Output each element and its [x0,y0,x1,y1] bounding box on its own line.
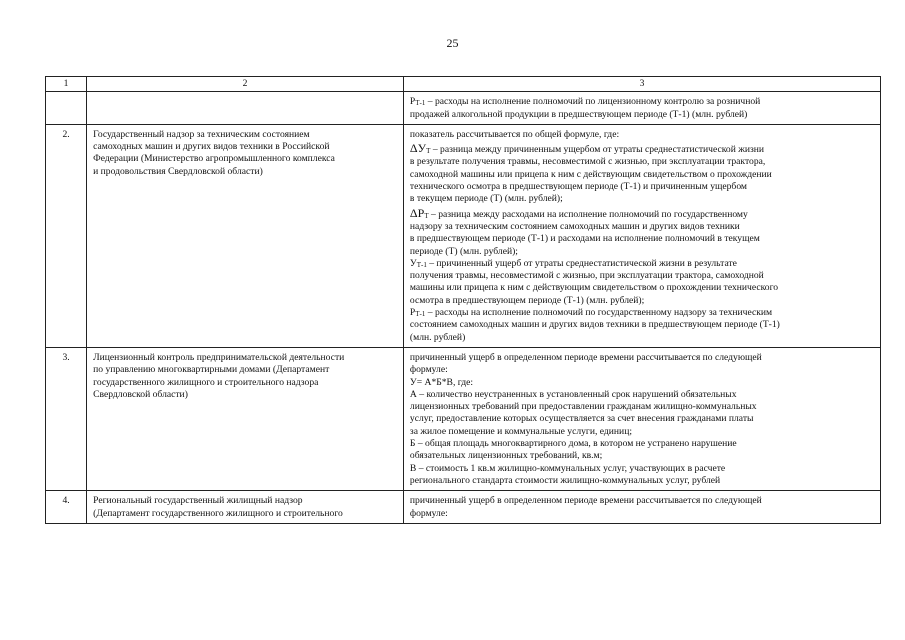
text-line: Лицензионный контроль предпринимательской деятельности [93,351,345,363]
text-line: $У_{Т-1}$ – причиненный ущерб от утраты среднестатистической жизни в результате [409,257,737,269]
text-line: показатель рассчитывается по общей формуле, где: [409,128,620,140]
delta-u-symbol: ΔУ [409,141,427,156]
text-line: (млн. рублей) [409,331,466,343]
text-line: обязательных лицензионных требований, кв.м; [409,450,603,462]
text-line: получения травмы, несовместимой с жизнью, при эксплуатации трактора, самоходной [409,270,764,282]
symbol-subscript: Т-1 [415,310,426,319]
row-name-cell [87,124,404,347]
symbol: Р [409,96,416,108]
text-line: $Р_{Т-1}$ – расходы на исполнение полномочий по лицензионному контролю за розничной [409,96,761,108]
text-line: Региональный государственный жилищный надзор [93,495,303,507]
text-line: Федерации (Министерство агропромышленного комплекса [93,153,335,165]
symbol-subscript: Т [426,147,431,156]
row-name-cell [87,92,404,125]
text-line: $\Delta Р_Т$ – разница между расходами на исполнение полномочий по государственному [409,205,748,220]
text-line: $\Delta У_Т$ – разница между причиненным ущербом от утраты среднестатистической жизни [409,141,765,156]
row-formula-cell [403,491,880,524]
symbol-subscript: Т [424,211,429,220]
text-line: $Р_{Т-1}$ – расходы на исполнение полномочий по государственному надзору за техническим [409,307,773,319]
text-line: Свердловской области) [93,388,188,400]
table-header-row [46,77,881,92]
symbol-subscript: Т-1 [416,260,427,269]
table-row [46,124,881,347]
document-table [45,76,881,524]
text-line: состоянием самоходных машин и других видов техники в предшествующем периоде (Т-1) [409,319,780,331]
text-line: машины или прицепа к ним с действующим свидетельством о прохождении технического [409,282,779,294]
text-line: самоходной машины или прицепа к ним с действующим свидетельством о прохождении [409,168,772,180]
row-number-cell: 2. [46,124,87,347]
text-line: причиненный ущерб в определенном периоде времени рассчитывается по следующей [409,495,762,507]
row-number-cell: 4. [46,491,87,524]
text-line: формуле: [409,507,448,519]
delta-p-symbol: ΔР [409,205,425,220]
text-line: самоходных машин и других видов техники в Российской [93,141,330,153]
text-line: периоде (Т) (млн. рублей); [409,245,518,257]
text-line: У= А*Б*В, где: [409,376,474,388]
text-line: Б – общая площадь многоквартирного дома, в котором не устранено нарушение [409,438,737,450]
text-line: надзору за техническим состоянием самоходных машин и других видов техники [409,220,740,232]
header-col-2: 2 [87,77,404,92]
text-line: за жилое помещение и коммунальные услуги, единиц; [409,425,632,437]
text-line: в текущем периоде (Т) (млн. рублей); [409,193,563,205]
text-line: (Департамент государственного жилищного и строительного [93,507,343,519]
text-line: услуг, предоставление которых осуществляется за счет внесения гражданами платы [409,413,754,425]
table-row [46,92,881,125]
text-line: А – количество неустраненных в установленный срок нарушений обязательных [409,388,737,400]
text-line: в результате получения травмы, несовместимой с жизнью, при эксплуатации трактора, [409,156,766,168]
row-number-cell: 3. [46,347,87,490]
u-symbol: У [409,257,417,269]
text-line: лицензионных требований при предоставлении гражданам жилищно-коммунальных [409,401,757,413]
header-col-1: 1 [46,77,87,92]
p-symbol: Р [409,307,416,319]
text-line: государственного жилищного и строительного надзора [93,376,319,388]
row-number-cell [46,92,87,125]
text-line: и продовольствия Свердловской области) [93,165,263,177]
text-line: В – стоимость 1 кв.м жилищно-коммунальных услуг, участвующих в расчете [409,462,726,474]
row-formula-cell [403,347,880,490]
page-number: 25 [446,36,459,50]
text-line: формуле: [409,364,448,376]
text-line: регионального стандарта стоимости жилищно-коммунальных услуг, рублей [409,474,721,486]
text-line: по управлению многоквартирными домами (Департамент [93,364,330,376]
row-name-cell [87,347,404,490]
symbol-subscript: Т-1 [415,99,426,108]
text-line: причиненный ущерб в определенном периоде времени рассчитывается по следующей [409,351,762,363]
table-row [46,347,881,490]
table-row [46,491,881,524]
row-formula-cell [403,124,880,347]
text-line: осмотра в предшествующем периоде (Т-1) (млн. рублей); [409,294,645,306]
text-line: Государственный надзор за техническим состоянием [93,128,310,140]
text-line: продажей алкогольной продукции в предшествующем периоде (Т-1) (млн. рублей) [409,108,748,120]
row-formula-cell [403,92,880,125]
text-line: в предшествующем периоде (Т-1) и расходами на исполнение полномочий в текущем [409,233,760,245]
row-name-cell [87,491,404,524]
text-line: технического осмотра в предшествующем периоде (Т-1) и причиненным ущербом [409,181,748,193]
header-col-3: 3 [403,77,880,92]
